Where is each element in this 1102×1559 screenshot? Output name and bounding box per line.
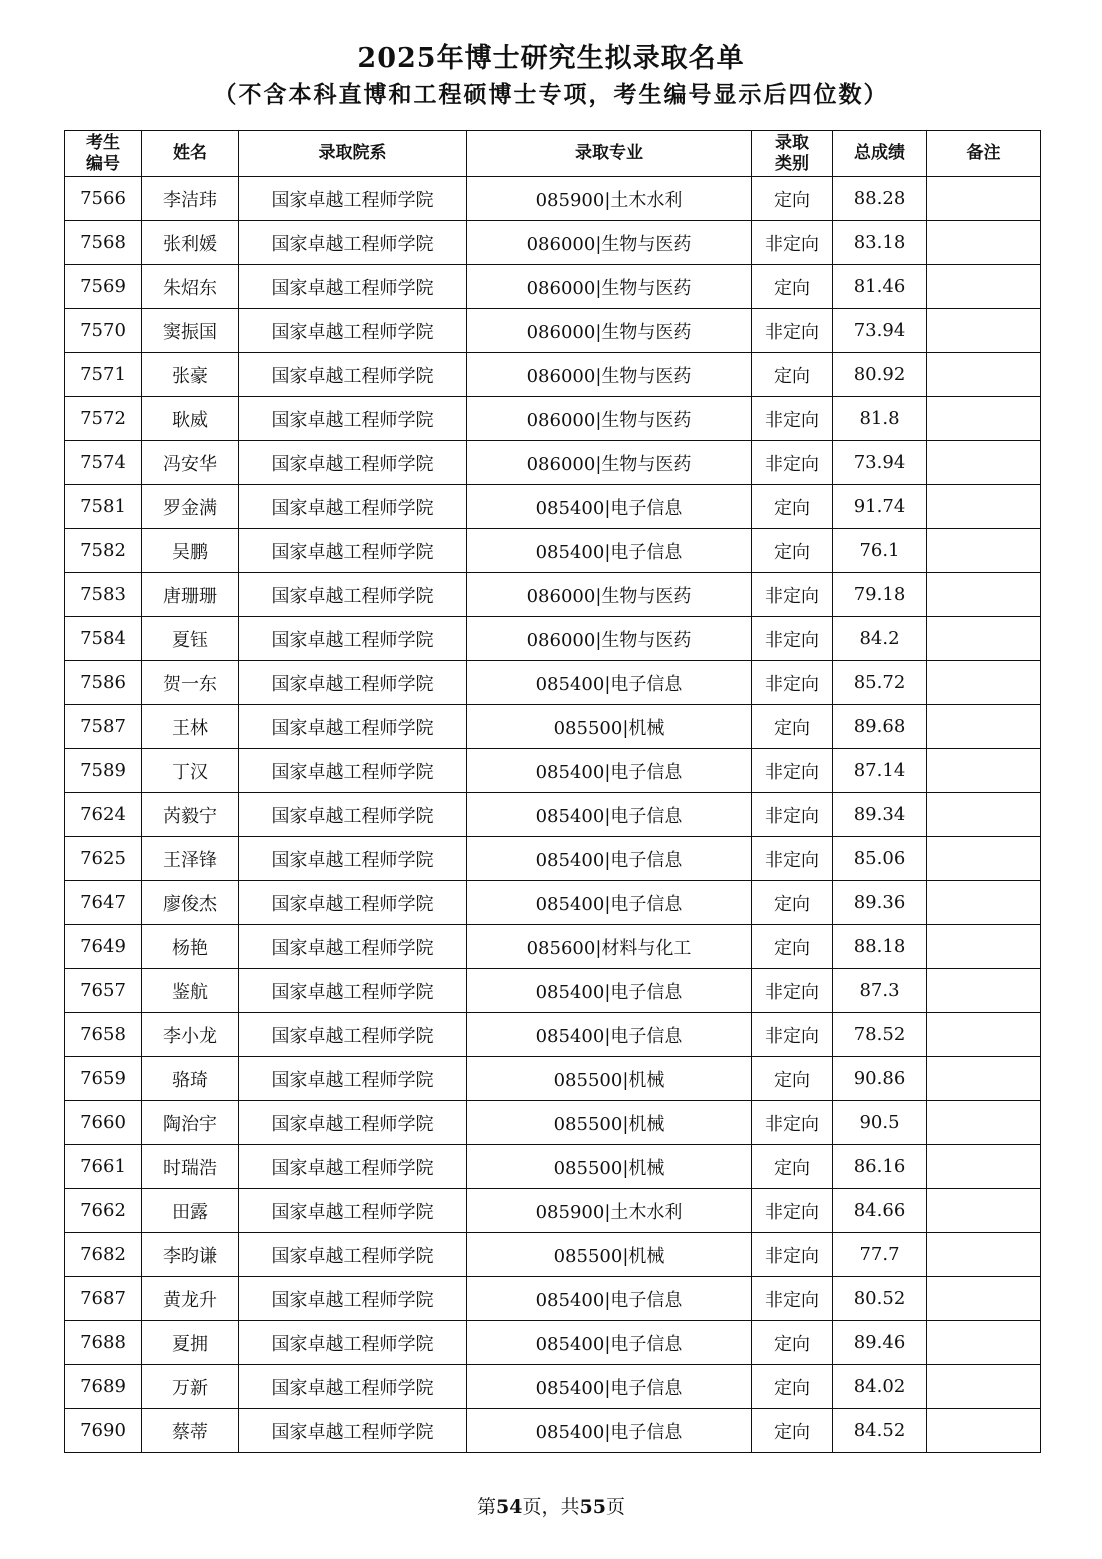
table-row bbox=[65, 397, 1041, 441]
cell-name: 张利媛 bbox=[142, 221, 239, 265]
cell-admission-type: 非定向 bbox=[752, 221, 833, 265]
cell-name: 罗金满 bbox=[142, 485, 239, 529]
cell-candidate-id: 7572 bbox=[65, 397, 142, 441]
cell-admission-type: 非定向 bbox=[752, 1277, 833, 1321]
cell-department: 国家卓越工程师学院 bbox=[239, 397, 467, 441]
cell-major: 086000|生物与医药 bbox=[467, 265, 752, 309]
table-row bbox=[65, 485, 1041, 529]
cell-department: 国家卓越工程师学院 bbox=[239, 1013, 467, 1057]
table-row bbox=[65, 1101, 1041, 1145]
cell-candidate-id: 7687 bbox=[65, 1277, 142, 1321]
table-row bbox=[65, 925, 1041, 969]
cell-name: 万新 bbox=[142, 1365, 239, 1409]
cell-department: 国家卓越工程师学院 bbox=[239, 705, 467, 749]
cell-note bbox=[927, 353, 1041, 397]
cell-note bbox=[927, 485, 1041, 529]
cell-major: 085500|机械 bbox=[467, 1145, 752, 1189]
cell-candidate-id: 7660 bbox=[65, 1101, 142, 1145]
table-row bbox=[65, 177, 1041, 221]
cell-note bbox=[927, 573, 1041, 617]
table-header bbox=[65, 131, 1041, 177]
cell-admission-type: 定向 bbox=[752, 1057, 833, 1101]
cell-major: 085900|土木水利 bbox=[467, 177, 752, 221]
cell-note bbox=[927, 969, 1041, 1013]
table-row bbox=[65, 617, 1041, 661]
cell-total-score: 88.28 bbox=[833, 177, 927, 221]
cell-note bbox=[927, 1101, 1041, 1145]
cell-total-score: 79.18 bbox=[833, 573, 927, 617]
cell-department: 国家卓越工程师学院 bbox=[239, 925, 467, 969]
cell-major: 085500|机械 bbox=[467, 705, 752, 749]
cell-department: 国家卓越工程师学院 bbox=[239, 793, 467, 837]
cell-note bbox=[927, 265, 1041, 309]
cell-candidate-id: 7649 bbox=[65, 925, 142, 969]
cell-department: 国家卓越工程师学院 bbox=[239, 1365, 467, 1409]
cell-department: 国家卓越工程师学院 bbox=[239, 485, 467, 529]
cell-name: 王林 bbox=[142, 705, 239, 749]
cell-total-score: 76.1 bbox=[833, 529, 927, 573]
cell-candidate-id: 7589 bbox=[65, 749, 142, 793]
cell-major: 085500|机械 bbox=[467, 1233, 752, 1277]
cell-admission-type: 非定向 bbox=[752, 793, 833, 837]
cell-major: 086000|生物与医药 bbox=[467, 617, 752, 661]
cell-admission-type: 非定向 bbox=[752, 1101, 833, 1145]
cell-department: 国家卓越工程师学院 bbox=[239, 1321, 467, 1365]
cell-name: 田露 bbox=[142, 1189, 239, 1233]
cell-note bbox=[927, 177, 1041, 221]
cell-note bbox=[927, 441, 1041, 485]
table-row bbox=[65, 265, 1041, 309]
cell-note bbox=[927, 661, 1041, 705]
footer-middle: 页，共 bbox=[522, 1496, 580, 1518]
cell-major: 085400|电子信息 bbox=[467, 1277, 752, 1321]
table-row bbox=[65, 221, 1041, 265]
document-title: 2025年博士研究生拟录取名单 bbox=[357, 43, 745, 74]
table-row bbox=[65, 749, 1041, 793]
cell-name: 鉴航 bbox=[142, 969, 239, 1013]
cell-admission-type: 非定向 bbox=[752, 617, 833, 661]
header-admission-type: 录取类别 bbox=[752, 131, 833, 177]
cell-name: 丁汉 bbox=[142, 749, 239, 793]
cell-candidate-id: 7658 bbox=[65, 1013, 142, 1057]
cell-department: 国家卓越工程师学院 bbox=[239, 1189, 467, 1233]
table-row bbox=[65, 573, 1041, 617]
table-row bbox=[65, 529, 1041, 573]
table-row bbox=[65, 1233, 1041, 1277]
cell-note bbox=[927, 793, 1041, 837]
cell-note bbox=[927, 617, 1041, 661]
cell-name: 冯安华 bbox=[142, 441, 239, 485]
table-row bbox=[65, 353, 1041, 397]
cell-major: 085500|机械 bbox=[467, 1101, 752, 1145]
cell-admission-type: 定向 bbox=[752, 705, 833, 749]
cell-note bbox=[927, 529, 1041, 573]
cell-total-score: 85.72 bbox=[833, 661, 927, 705]
page-footer bbox=[0, 1492, 1102, 1519]
cell-name: 张豪 bbox=[142, 353, 239, 397]
header-row bbox=[65, 131, 1041, 177]
cell-major: 086000|生物与医药 bbox=[467, 309, 752, 353]
cell-major: 085400|电子信息 bbox=[467, 837, 752, 881]
cell-department: 国家卓越工程师学院 bbox=[239, 1233, 467, 1277]
cell-note bbox=[927, 1409, 1041, 1453]
cell-candidate-id: 7688 bbox=[65, 1321, 142, 1365]
cell-department: 国家卓越工程师学院 bbox=[239, 661, 467, 705]
cell-major: 086000|生物与医药 bbox=[467, 353, 752, 397]
cell-admission-type: 非定向 bbox=[752, 1013, 833, 1057]
cell-candidate-id: 7584 bbox=[65, 617, 142, 661]
table-row bbox=[65, 1013, 1041, 1057]
table-row bbox=[65, 1365, 1041, 1409]
cell-candidate-id: 7682 bbox=[65, 1233, 142, 1277]
header-major: 录取专业 bbox=[467, 131, 752, 177]
cell-admission-type: 定向 bbox=[752, 529, 833, 573]
table-row bbox=[65, 1189, 1041, 1233]
cell-note bbox=[927, 1233, 1041, 1277]
total-page-count: 55 bbox=[579, 1496, 606, 1518]
cell-note bbox=[927, 221, 1041, 265]
cell-name: 夏钰 bbox=[142, 617, 239, 661]
cell-note bbox=[927, 1013, 1041, 1057]
cell-major: 085500|机械 bbox=[467, 1057, 752, 1101]
cell-note bbox=[927, 1189, 1041, 1233]
cell-total-score: 88.18 bbox=[833, 925, 927, 969]
header-name: 姓名 bbox=[142, 131, 239, 177]
cell-major: 085400|电子信息 bbox=[467, 969, 752, 1013]
cell-department: 国家卓越工程师学院 bbox=[239, 1057, 467, 1101]
cell-admission-type: 定向 bbox=[752, 1409, 833, 1453]
cell-admission-type: 非定向 bbox=[752, 309, 833, 353]
table-row bbox=[65, 969, 1041, 1013]
cell-name: 耿威 bbox=[142, 397, 239, 441]
table-row bbox=[65, 441, 1041, 485]
cell-note bbox=[927, 1365, 1041, 1409]
cell-candidate-id: 7662 bbox=[65, 1189, 142, 1233]
cell-candidate-id: 7582 bbox=[65, 529, 142, 573]
cell-admission-type: 定向 bbox=[752, 177, 833, 221]
cell-department: 国家卓越工程师学院 bbox=[239, 881, 467, 925]
cell-admission-type: 非定向 bbox=[752, 441, 833, 485]
cell-name: 李洁玮 bbox=[142, 177, 239, 221]
footer-prefix: 第 bbox=[477, 1496, 497, 1518]
current-page-number: 54 bbox=[496, 1496, 523, 1518]
cell-candidate-id: 7571 bbox=[65, 353, 142, 397]
cell-name: 杨艳 bbox=[142, 925, 239, 969]
cell-major: 085400|电子信息 bbox=[467, 661, 752, 705]
cell-name: 朱炤东 bbox=[142, 265, 239, 309]
cell-name: 廖俊杰 bbox=[142, 881, 239, 925]
cell-total-score: 87.14 bbox=[833, 749, 927, 793]
cell-name: 唐珊珊 bbox=[142, 573, 239, 617]
cell-candidate-id: 7625 bbox=[65, 837, 142, 881]
cell-candidate-id: 7581 bbox=[65, 485, 142, 529]
cell-total-score: 84.66 bbox=[833, 1189, 927, 1233]
cell-major: 085400|电子信息 bbox=[467, 881, 752, 925]
cell-candidate-id: 7657 bbox=[65, 969, 142, 1013]
cell-note bbox=[927, 705, 1041, 749]
cell-total-score: 89.46 bbox=[833, 1321, 927, 1365]
cell-note bbox=[927, 1321, 1041, 1365]
cell-candidate-id: 7569 bbox=[65, 265, 142, 309]
cell-department: 国家卓越工程师学院 bbox=[239, 1101, 467, 1145]
table-row bbox=[65, 661, 1041, 705]
cell-department: 国家卓越工程师学院 bbox=[239, 529, 467, 573]
cell-note bbox=[927, 925, 1041, 969]
table-row bbox=[65, 1057, 1041, 1101]
cell-candidate-id: 7690 bbox=[65, 1409, 142, 1453]
cell-candidate-id: 7587 bbox=[65, 705, 142, 749]
table-row bbox=[65, 309, 1041, 353]
table-row bbox=[65, 705, 1041, 749]
cell-candidate-id: 7586 bbox=[65, 661, 142, 705]
cell-total-score: 84.2 bbox=[833, 617, 927, 661]
cell-name: 李小龙 bbox=[142, 1013, 239, 1057]
cell-total-score: 78.52 bbox=[833, 1013, 927, 1057]
table-row bbox=[65, 1145, 1041, 1189]
cell-total-score: 89.34 bbox=[833, 793, 927, 837]
table-row bbox=[65, 793, 1041, 837]
cell-major: 085400|电子信息 bbox=[467, 1365, 752, 1409]
cell-major: 085400|电子信息 bbox=[467, 749, 752, 793]
cell-department: 国家卓越工程师学院 bbox=[239, 573, 467, 617]
cell-name: 王泽锋 bbox=[142, 837, 239, 881]
cell-note bbox=[927, 1277, 1041, 1321]
cell-name: 蔡蒂 bbox=[142, 1409, 239, 1453]
cell-candidate-id: 7624 bbox=[65, 793, 142, 837]
cell-admission-type: 定向 bbox=[752, 353, 833, 397]
header-total-score: 总成绩 bbox=[833, 131, 927, 177]
cell-major: 085400|电子信息 bbox=[467, 529, 752, 573]
cell-department: 国家卓越工程师学院 bbox=[239, 221, 467, 265]
cell-major: 085400|电子信息 bbox=[467, 793, 752, 837]
header-candidate-id: 考生编号 bbox=[65, 131, 142, 177]
cell-department: 国家卓越工程师学院 bbox=[239, 617, 467, 661]
cell-admission-type: 定向 bbox=[752, 1321, 833, 1365]
cell-name: 骆琦 bbox=[142, 1057, 239, 1101]
cell-name: 芮毅宁 bbox=[142, 793, 239, 837]
cell-major: 085600|材料与化工 bbox=[467, 925, 752, 969]
cell-total-score: 91.74 bbox=[833, 485, 927, 529]
cell-total-score: 84.02 bbox=[833, 1365, 927, 1409]
cell-total-score: 89.68 bbox=[833, 705, 927, 749]
cell-department: 国家卓越工程师学院 bbox=[239, 749, 467, 793]
cell-admission-type: 定向 bbox=[752, 881, 833, 925]
cell-candidate-id: 7661 bbox=[65, 1145, 142, 1189]
cell-name: 李昀谦 bbox=[142, 1233, 239, 1277]
cell-name: 夏拥 bbox=[142, 1321, 239, 1365]
cell-note bbox=[927, 397, 1041, 441]
cell-total-score: 80.92 bbox=[833, 353, 927, 397]
cell-admission-type: 非定向 bbox=[752, 1189, 833, 1233]
cell-note bbox=[927, 309, 1041, 353]
cell-total-score: 84.52 bbox=[833, 1409, 927, 1453]
cell-note bbox=[927, 881, 1041, 925]
cell-total-score: 81.8 bbox=[833, 397, 927, 441]
cell-admission-type: 非定向 bbox=[752, 573, 833, 617]
cell-name: 吴鹏 bbox=[142, 529, 239, 573]
document-subtitle: （不含本科直博和工程硕博士专项，考生编号显示后四位数） bbox=[213, 81, 889, 108]
cell-total-score: 87.3 bbox=[833, 969, 927, 1013]
cell-name: 贺一东 bbox=[142, 661, 239, 705]
table-row bbox=[65, 837, 1041, 881]
cell-department: 国家卓越工程师学院 bbox=[239, 309, 467, 353]
cell-department: 国家卓越工程师学院 bbox=[239, 969, 467, 1013]
cell-candidate-id: 7689 bbox=[65, 1365, 142, 1409]
cell-total-score: 77.7 bbox=[833, 1233, 927, 1277]
cell-name: 窦振国 bbox=[142, 309, 239, 353]
cell-candidate-id: 7574 bbox=[65, 441, 142, 485]
cell-total-score: 90.86 bbox=[833, 1057, 927, 1101]
admission-table bbox=[64, 130, 1041, 1453]
cell-note bbox=[927, 1145, 1041, 1189]
table-row bbox=[65, 881, 1041, 925]
cell-admission-type: 非定向 bbox=[752, 397, 833, 441]
cell-admission-type: 定向 bbox=[752, 925, 833, 969]
cell-department: 国家卓越工程师学院 bbox=[239, 441, 467, 485]
cell-total-score: 85.06 bbox=[833, 837, 927, 881]
cell-department: 国家卓越工程师学院 bbox=[239, 837, 467, 881]
cell-major: 086000|生物与医药 bbox=[467, 397, 752, 441]
cell-admission-type: 定向 bbox=[752, 265, 833, 309]
cell-name: 时瑞浩 bbox=[142, 1145, 239, 1189]
cell-admission-type: 非定向 bbox=[752, 661, 833, 705]
cell-admission-type: 定向 bbox=[752, 1145, 833, 1189]
cell-department: 国家卓越工程师学院 bbox=[239, 1145, 467, 1189]
cell-department: 国家卓越工程师学院 bbox=[239, 1409, 467, 1453]
cell-name: 黄龙升 bbox=[142, 1277, 239, 1321]
cell-candidate-id: 7568 bbox=[65, 221, 142, 265]
cell-note bbox=[927, 837, 1041, 881]
cell-note bbox=[927, 749, 1041, 793]
cell-admission-type: 定向 bbox=[752, 485, 833, 529]
cell-major: 086000|生物与医药 bbox=[467, 221, 752, 265]
cell-major: 086000|生物与医药 bbox=[467, 573, 752, 617]
cell-department: 国家卓越工程师学院 bbox=[239, 1277, 467, 1321]
cell-department: 国家卓越工程师学院 bbox=[239, 265, 467, 309]
header-note: 备注 bbox=[927, 131, 1041, 177]
cell-major: 085400|电子信息 bbox=[467, 485, 752, 529]
cell-total-score: 81.46 bbox=[833, 265, 927, 309]
table-body bbox=[65, 177, 1041, 1453]
cell-note bbox=[927, 1057, 1041, 1101]
cell-candidate-id: 7647 bbox=[65, 881, 142, 925]
cell-department: 国家卓越工程师学院 bbox=[239, 177, 467, 221]
footer-suffix: 页 bbox=[605, 1496, 625, 1518]
table-row bbox=[65, 1409, 1041, 1453]
cell-major: 085900|土木水利 bbox=[467, 1189, 752, 1233]
table-row bbox=[65, 1277, 1041, 1321]
cell-major: 086000|生物与医药 bbox=[467, 441, 752, 485]
cell-department: 国家卓越工程师学院 bbox=[239, 353, 467, 397]
cell-major: 085400|电子信息 bbox=[467, 1321, 752, 1365]
cell-admission-type: 非定向 bbox=[752, 1233, 833, 1277]
cell-total-score: 83.18 bbox=[833, 221, 927, 265]
cell-total-score: 90.5 bbox=[833, 1101, 927, 1145]
table-row bbox=[65, 1321, 1041, 1365]
cell-admission-type: 定向 bbox=[752, 1365, 833, 1409]
cell-admission-type: 非定向 bbox=[752, 969, 833, 1013]
cell-admission-type: 非定向 bbox=[752, 837, 833, 881]
cell-major: 085400|电子信息 bbox=[467, 1013, 752, 1057]
cell-total-score: 89.36 bbox=[833, 881, 927, 925]
cell-major: 085400|电子信息 bbox=[467, 1409, 752, 1453]
cell-admission-type: 非定向 bbox=[752, 749, 833, 793]
cell-candidate-id: 7570 bbox=[65, 309, 142, 353]
cell-candidate-id: 7566 bbox=[65, 177, 142, 221]
cell-candidate-id: 7583 bbox=[65, 573, 142, 617]
cell-name: 陶治宇 bbox=[142, 1101, 239, 1145]
cell-total-score: 73.94 bbox=[833, 441, 927, 485]
cell-total-score: 80.52 bbox=[833, 1277, 927, 1321]
cell-total-score: 86.16 bbox=[833, 1145, 927, 1189]
header-department: 录取院系 bbox=[239, 131, 467, 177]
cell-total-score: 73.94 bbox=[833, 309, 927, 353]
cell-candidate-id: 7659 bbox=[65, 1057, 142, 1101]
